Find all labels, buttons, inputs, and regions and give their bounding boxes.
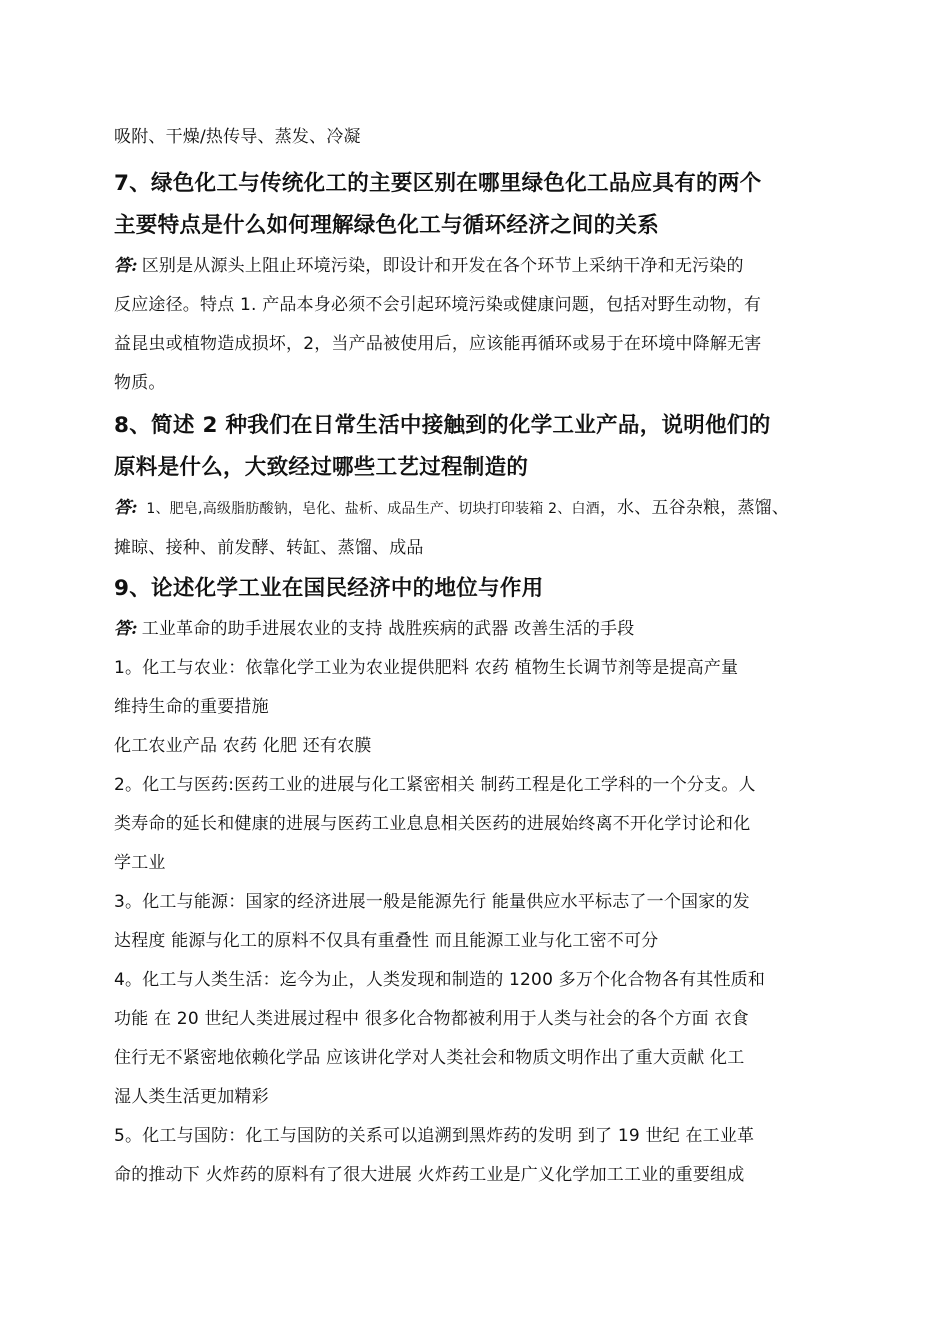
q7-answer-line-2: 反应途径。特点 1. 产品本身必须不会引起环境污染或健康问题，包括对野生动物，有 bbox=[114, 295, 762, 315]
answer-label: 答: bbox=[114, 256, 138, 276]
q9-line-9: 4。化工与人类生活：迄今为止，人类发现和制造的 1200 多万个化合物各有其性质和 bbox=[114, 970, 766, 990]
intro-line: 吸附、干燥/热传导、蒸发、冷凝 bbox=[114, 127, 361, 147]
q8-title-line-1: 8、简述 2 种我们在日常生活中接触到的化学工业产品，说明他们的 bbox=[114, 413, 771, 438]
q9-line-13: 5。化工与国防：化工与国防的关系可以追溯到黑炸药的发明 到了 19 世纪 在工业革 bbox=[114, 1126, 755, 1146]
q8-answer-line-2: 摊晾、接种、前发酵、转缸、蒸馏、成品 bbox=[114, 538, 424, 558]
document-page bbox=[114, 118, 836, 1195]
q7-answer-text-1: 区别是从源头上阻止环境污染，即设计和开发在各个环节上采纳干净和无污染的 bbox=[141, 256, 744, 276]
q8-answer-part-1: 1、肥皂, bbox=[141, 501, 203, 517]
q9-line-10: 功能 在 20 世纪人类进展过程中 很多化合物都被利用于人类与社会的各个方面 衣食 bbox=[114, 1009, 749, 1029]
q9-line-2: 维持生命的重要措施 bbox=[114, 697, 269, 717]
q8-answer-part-2: 高级脂肪酸钠，皂化、盐析、成品生产、切块打印装箱 2、白酒 bbox=[202, 501, 600, 517]
q9-line-7: 3。化工与能源：国家的经济进展一般是能源先行 能量供应水平标志了一个国家的发 bbox=[114, 892, 750, 912]
q9-line-6: 学工业 bbox=[114, 853, 166, 873]
q9-line-5: 类寿命的延长和健康的进展与医药工业息息相关医药的进展始终离不开化学讨论和化 bbox=[114, 814, 751, 834]
q9-line-14: 命的推动下 火炸药的原料有了很大进展 火炸药工业是广义化学加工工业的重要组成 bbox=[114, 1165, 745, 1185]
q9-answer-intro-text: 工业革命的助手进展农业的支持 战胜疾病的武器 改善生活的手段 bbox=[141, 619, 635, 639]
q9-title: 9、论述化学工业在国民经济中的地位与作用 bbox=[114, 576, 544, 601]
q9-line-4: 2。化工与医药:医药工业的进展与化工紧密相关 制药工程是化工学科的一个分支。人 bbox=[114, 775, 756, 795]
q9-line-3: 化工农业产品 农药 化肥 还有农膜 bbox=[114, 736, 372, 756]
q7-answer-line-3: 益昆虫或植物造成损坏，2，当产品被使用后，应该能再循环或易于在环境中降解无害 bbox=[114, 334, 762, 354]
q9-line-12: 湿人类生活更加精彩 bbox=[114, 1087, 269, 1107]
q8-title-line-2: 原料是什么，大致经过哪些工艺过程制造的 bbox=[114, 455, 529, 480]
q9-line-8: 达程度 能源与化工的原料不仅具有重叠性 而且能源工业与化工密不可分 bbox=[114, 931, 659, 951]
q7-title-line-1: 7、绿色化工与传统化工的主要区别在哪里绿色化工品应具有的两个 bbox=[114, 171, 762, 196]
q9-line-1: 1。化工与农业：依靠化学工业为农业提供肥料 农药 植物生长调节剂等是提高产量 bbox=[114, 658, 739, 678]
q8-answer-line-1 bbox=[114, 489, 836, 529]
q8-answer-part-3: ，水、五谷杂粮，蒸馏、 bbox=[599, 498, 790, 518]
answer-label: 答: bbox=[114, 619, 138, 639]
q7-title-line-2: 主要特点是什么如何理解绿色化工与循环经济之间的关系 bbox=[114, 213, 660, 238]
answer-label: 答: bbox=[114, 498, 138, 518]
q7-answer-line-1 bbox=[114, 247, 836, 286]
q9-answer-intro bbox=[114, 610, 836, 649]
q9-line-11: 住行无不紧密地依赖化学品 应该讲化学对人类社会和物质文明作出了重大贡献 化工 bbox=[114, 1048, 745, 1068]
q7-answer-line-4: 物质。 bbox=[114, 373, 166, 393]
